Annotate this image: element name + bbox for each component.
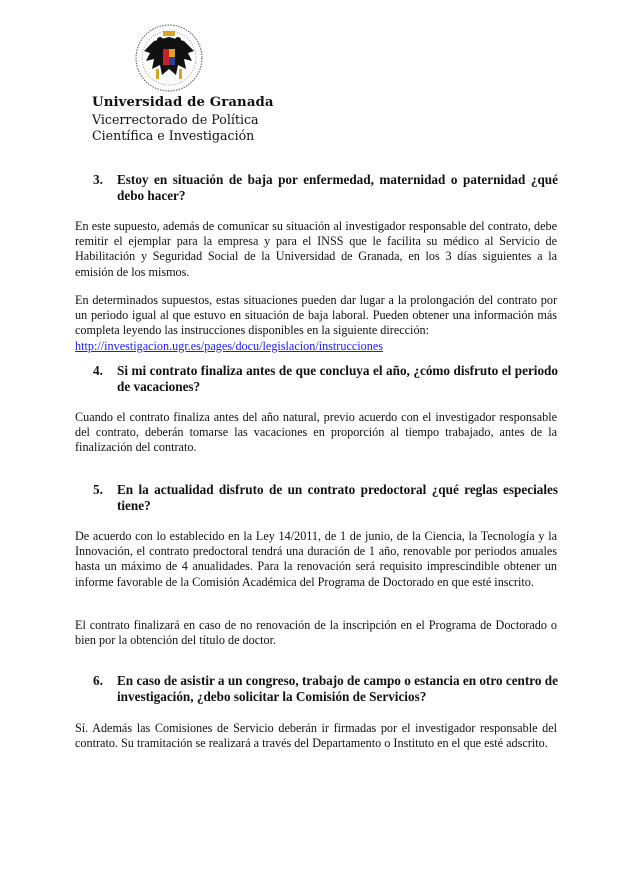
question-number: 5.	[93, 482, 103, 497]
question-text: En caso de asistir a un congreso, trabajo de campo o estancia en otro centro de investigación, ¿debo solicitar la Comisión de Servicios?	[117, 673, 558, 704]
question-number: 3.	[93, 172, 103, 187]
question-number: 6.	[93, 673, 103, 688]
paragraph	[75, 293, 557, 354]
question-5	[93, 482, 558, 514]
university-name: Universidad de Granada	[92, 95, 274, 110]
paragraph: Sí. Además las Comisiones de Servicio deberán ir firmadas por el investigador responsable del contrato. Su tramitación se realizará a través del Departamento o Instituto en el que esté adscrito.	[75, 721, 557, 751]
paragraph-text: En determinados supuestos, estas situaciones pueden dar lugar a la prolongación del contrato por un periodo igual al que estuvo en situación de baja laboral. Pueden obtener una información más completa leyendo las instrucciones disponibles en la siguiente dirección:	[75, 293, 557, 338]
instructions-link[interactable]: http://investigacion.ugr.es/pages/docu/legislacion/instrucciones	[75, 338, 384, 353]
question-text: Si mi contrato finaliza antes de que concluya el año, ¿cómo disfruto el periodo de vacaciones?	[117, 363, 558, 394]
vice-rectorate-line-2: Científica e Investigación	[92, 128, 255, 143]
paragraph: El contrato finalizará en caso de no renovación de la inscripción en el Programa de Doctorado o bien por la obtención del título de doctor.	[75, 618, 557, 648]
question-text: En la actualidad disfruto de un contrato predoctoral ¿qué reglas especiales tiene?	[117, 482, 558, 513]
vice-rectorate-line-1: Vicerrectorado de Política	[92, 112, 259, 127]
question-3	[93, 172, 558, 204]
question-4	[93, 363, 558, 395]
question-text: Estoy en situación de baja por enfermedad, maternidad o paternidad ¿qué debo hacer?	[117, 172, 558, 203]
paragraph: Cuando el contrato finaliza antes del año natural, previo acuerdo con el investigador responsable del contrato, deberán tomarse las vacaciones en proporción al tiempo trabajado, antes de la finalización del contrato.	[75, 410, 557, 455]
question-6	[93, 673, 558, 705]
university-seal-icon	[134, 23, 204, 93]
paragraph: De acuerdo con lo establecido en la Ley 14/2011, de 1 de junio, de la Ciencia, la Tecnología y la Innovación, el contrato predoctoral tendrá una duración de 1 año, renovable por periodos anuales hasta un máximo de 4 anualidades. Para la renovación será requisito imprescindible obtener un informe favorable de la Comisión Académica del Programa de Doctorado en que esté inscrito.	[75, 529, 557, 589]
question-number: 4.	[93, 363, 103, 378]
paragraph: En este supuesto, además de comunicar su situación al investigador responsable del contrato, debe remitir el ejemplar para la empresa y para el INSS que le facilita su médico al Servicio de Habilitación y Seguridad Social de la Universidad de Granada, en los 3 días siguientes a la emisión de los mismos.	[75, 219, 557, 279]
